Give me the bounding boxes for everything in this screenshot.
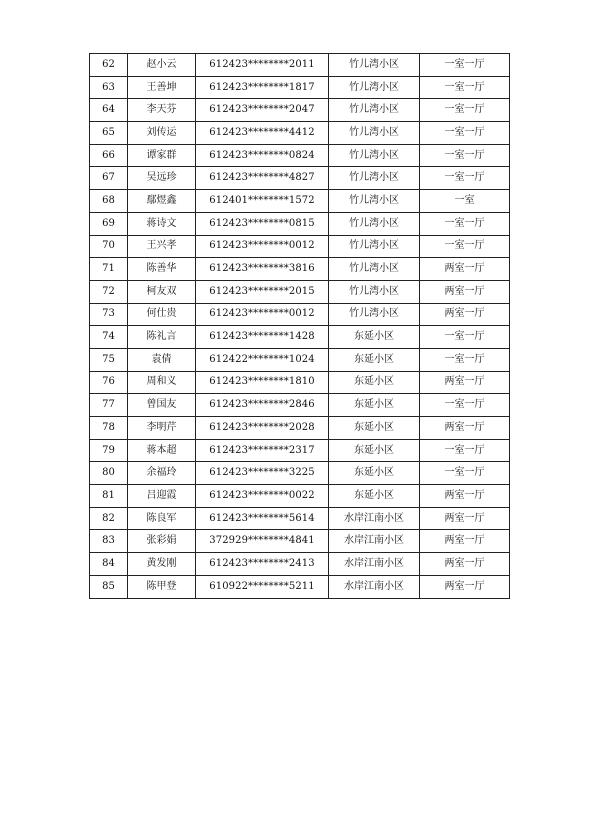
row-number-cell: 78 bbox=[90, 417, 128, 440]
row-number-cell: 81 bbox=[90, 485, 128, 508]
id-number-cell: 612423********0022 bbox=[196, 485, 329, 508]
unit-type-cell: 一室一厅 bbox=[420, 326, 510, 349]
community-cell: 竹儿湾小区 bbox=[329, 122, 420, 145]
resident-name-cell: 李明芹 bbox=[128, 417, 196, 440]
table-row bbox=[90, 99, 510, 122]
id-number-cell: 612423********2413 bbox=[196, 553, 329, 576]
row-number-cell: 85 bbox=[90, 575, 128, 598]
unit-type-cell: 一室一厅 bbox=[420, 235, 510, 258]
row-number-cell: 73 bbox=[90, 303, 128, 326]
unit-type-cell: 两室一厅 bbox=[420, 575, 510, 598]
table-row bbox=[90, 76, 510, 99]
community-cell: 竹儿湾小区 bbox=[329, 167, 420, 190]
unit-type-cell: 一室一厅 bbox=[420, 122, 510, 145]
table-row bbox=[90, 575, 510, 598]
resident-name-cell: 陈良军 bbox=[128, 507, 196, 530]
table-row bbox=[90, 144, 510, 167]
id-number-cell: 612423********1817 bbox=[196, 76, 329, 99]
table-row bbox=[90, 258, 510, 281]
id-number-cell: 610922********5211 bbox=[196, 575, 329, 598]
table-body bbox=[90, 54, 510, 599]
community-cell: 竹儿湾小区 bbox=[329, 258, 420, 281]
community-cell: 竹儿湾小区 bbox=[329, 76, 420, 99]
community-cell: 东延小区 bbox=[329, 326, 420, 349]
resident-name-cell: 余福玲 bbox=[128, 462, 196, 485]
id-number-cell: 612423********2011 bbox=[196, 54, 329, 77]
row-number-cell: 75 bbox=[90, 348, 128, 371]
community-cell: 东延小区 bbox=[329, 485, 420, 508]
resident-name-cell: 王善坤 bbox=[128, 76, 196, 99]
community-cell: 竹儿湾小区 bbox=[329, 280, 420, 303]
community-cell: 竹儿湾小区 bbox=[329, 212, 420, 235]
resident-name-cell: 陈甲登 bbox=[128, 575, 196, 598]
resident-name-cell: 陈善华 bbox=[128, 258, 196, 281]
unit-type-cell: 一室一厅 bbox=[420, 76, 510, 99]
community-cell: 竹儿湾小区 bbox=[329, 190, 420, 213]
unit-type-cell: 两室一厅 bbox=[420, 530, 510, 553]
unit-type-cell: 一室一厅 bbox=[420, 212, 510, 235]
unit-type-cell: 一室一厅 bbox=[420, 462, 510, 485]
table-row bbox=[90, 212, 510, 235]
row-number-cell: 76 bbox=[90, 371, 128, 394]
row-number-cell: 84 bbox=[90, 553, 128, 576]
table-row bbox=[90, 439, 510, 462]
table-row bbox=[90, 190, 510, 213]
unit-type-cell: 两室一厅 bbox=[420, 280, 510, 303]
unit-type-cell: 一室一厅 bbox=[420, 167, 510, 190]
community-cell: 东延小区 bbox=[329, 348, 420, 371]
community-cell: 竹儿湾小区 bbox=[329, 99, 420, 122]
id-number-cell: 612423********4827 bbox=[196, 167, 329, 190]
id-number-cell: 612401********1572 bbox=[196, 190, 329, 213]
id-number-cell: 612423********2015 bbox=[196, 280, 329, 303]
community-cell: 东延小区 bbox=[329, 371, 420, 394]
resident-name-cell: 何仕贵 bbox=[128, 303, 196, 326]
table-row bbox=[90, 462, 510, 485]
resident-name-cell: 陈礼言 bbox=[128, 326, 196, 349]
table-row bbox=[90, 122, 510, 145]
unit-type-cell: 一室一厅 bbox=[420, 54, 510, 77]
community-cell: 竹儿湾小区 bbox=[329, 235, 420, 258]
community-cell: 竹儿湾小区 bbox=[329, 54, 420, 77]
row-number-cell: 71 bbox=[90, 258, 128, 281]
resident-name-cell: 李天芬 bbox=[128, 99, 196, 122]
table-row bbox=[90, 530, 510, 553]
table-row bbox=[90, 507, 510, 530]
row-number-cell: 65 bbox=[90, 122, 128, 145]
community-cell: 水岸江南小区 bbox=[329, 530, 420, 553]
id-number-cell: 612423********0824 bbox=[196, 144, 329, 167]
resident-name-cell: 鄢煜鑫 bbox=[128, 190, 196, 213]
community-cell: 水岸江南小区 bbox=[329, 507, 420, 530]
resident-name-cell: 谭家群 bbox=[128, 144, 196, 167]
id-number-cell: 612423********1428 bbox=[196, 326, 329, 349]
row-number-cell: 77 bbox=[90, 394, 128, 417]
id-number-cell: 612423********3225 bbox=[196, 462, 329, 485]
unit-type-cell: 两室一厅 bbox=[420, 371, 510, 394]
row-number-cell: 72 bbox=[90, 280, 128, 303]
id-number-cell: 612423********5614 bbox=[196, 507, 329, 530]
id-number-cell: 612423********2028 bbox=[196, 417, 329, 440]
table-row bbox=[90, 167, 510, 190]
community-cell: 东延小区 bbox=[329, 417, 420, 440]
id-number-cell: 612423********2047 bbox=[196, 99, 329, 122]
table-row bbox=[90, 235, 510, 258]
row-number-cell: 83 bbox=[90, 530, 128, 553]
resident-name-cell: 吕迎霞 bbox=[128, 485, 196, 508]
id-number-cell: 612423********0815 bbox=[196, 212, 329, 235]
row-number-cell: 82 bbox=[90, 507, 128, 530]
unit-type-cell: 两室一厅 bbox=[420, 507, 510, 530]
resident-name-cell: 柯友双 bbox=[128, 280, 196, 303]
resident-name-cell: 吴远珍 bbox=[128, 167, 196, 190]
resident-name-cell: 蒋诗文 bbox=[128, 212, 196, 235]
table-row bbox=[90, 417, 510, 440]
community-cell: 东延小区 bbox=[329, 462, 420, 485]
community-cell: 竹儿湾小区 bbox=[329, 303, 420, 326]
unit-type-cell: 一室一厅 bbox=[420, 348, 510, 371]
id-number-cell: 612423********0012 bbox=[196, 235, 329, 258]
id-number-cell: 612423********1810 bbox=[196, 371, 329, 394]
row-number-cell: 69 bbox=[90, 212, 128, 235]
row-number-cell: 62 bbox=[90, 54, 128, 77]
row-number-cell: 66 bbox=[90, 144, 128, 167]
unit-type-cell: 两室一厅 bbox=[420, 485, 510, 508]
id-number-cell: 612423********2317 bbox=[196, 439, 329, 462]
unit-type-cell: 两室一厅 bbox=[420, 258, 510, 281]
row-number-cell: 63 bbox=[90, 76, 128, 99]
unit-type-cell: 两室一厅 bbox=[420, 303, 510, 326]
table-row bbox=[90, 371, 510, 394]
unit-type-cell: 一室一厅 bbox=[420, 99, 510, 122]
id-number-cell: 612423********2846 bbox=[196, 394, 329, 417]
id-number-cell: 612423********3816 bbox=[196, 258, 329, 281]
row-number-cell: 70 bbox=[90, 235, 128, 258]
id-number-cell: 612422********1024 bbox=[196, 348, 329, 371]
table-row bbox=[90, 553, 510, 576]
resident-name-cell: 张彩娟 bbox=[128, 530, 196, 553]
community-cell: 水岸江南小区 bbox=[329, 575, 420, 598]
unit-type-cell: 两室一厅 bbox=[420, 417, 510, 440]
id-number-cell: 612423********4412 bbox=[196, 122, 329, 145]
community-cell: 水岸江南小区 bbox=[329, 553, 420, 576]
unit-type-cell: 一室一厅 bbox=[420, 144, 510, 167]
row-number-cell: 74 bbox=[90, 326, 128, 349]
unit-type-cell: 一室 bbox=[420, 190, 510, 213]
row-number-cell: 67 bbox=[90, 167, 128, 190]
unit-type-cell: 一室一厅 bbox=[420, 394, 510, 417]
table-row bbox=[90, 303, 510, 326]
row-number-cell: 79 bbox=[90, 439, 128, 462]
unit-type-cell: 一室一厅 bbox=[420, 439, 510, 462]
resident-name-cell: 刘传运 bbox=[128, 122, 196, 145]
resident-name-cell: 黄发刚 bbox=[128, 553, 196, 576]
table-row bbox=[90, 348, 510, 371]
resident-name-cell: 王兴孝 bbox=[128, 235, 196, 258]
table-row bbox=[90, 280, 510, 303]
resident-name-cell: 袁倩 bbox=[128, 348, 196, 371]
unit-type-cell: 两室一厅 bbox=[420, 553, 510, 576]
table-row bbox=[90, 394, 510, 417]
table-row bbox=[90, 326, 510, 349]
row-number-cell: 68 bbox=[90, 190, 128, 213]
resident-name-cell: 周和义 bbox=[128, 371, 196, 394]
id-number-cell: 612423********0012 bbox=[196, 303, 329, 326]
resident-name-cell: 曾国友 bbox=[128, 394, 196, 417]
row-number-cell: 64 bbox=[90, 99, 128, 122]
community-cell: 竹儿湾小区 bbox=[329, 144, 420, 167]
resident-name-cell: 赵小云 bbox=[128, 54, 196, 77]
community-cell: 东延小区 bbox=[329, 439, 420, 462]
table-row bbox=[90, 54, 510, 77]
resident-name-cell: 蒋本超 bbox=[128, 439, 196, 462]
table-row bbox=[90, 485, 510, 508]
id-number-cell: 372929********4841 bbox=[196, 530, 329, 553]
row-number-cell: 80 bbox=[90, 462, 128, 485]
allocation-table bbox=[89, 53, 510, 599]
community-cell: 东延小区 bbox=[329, 394, 420, 417]
